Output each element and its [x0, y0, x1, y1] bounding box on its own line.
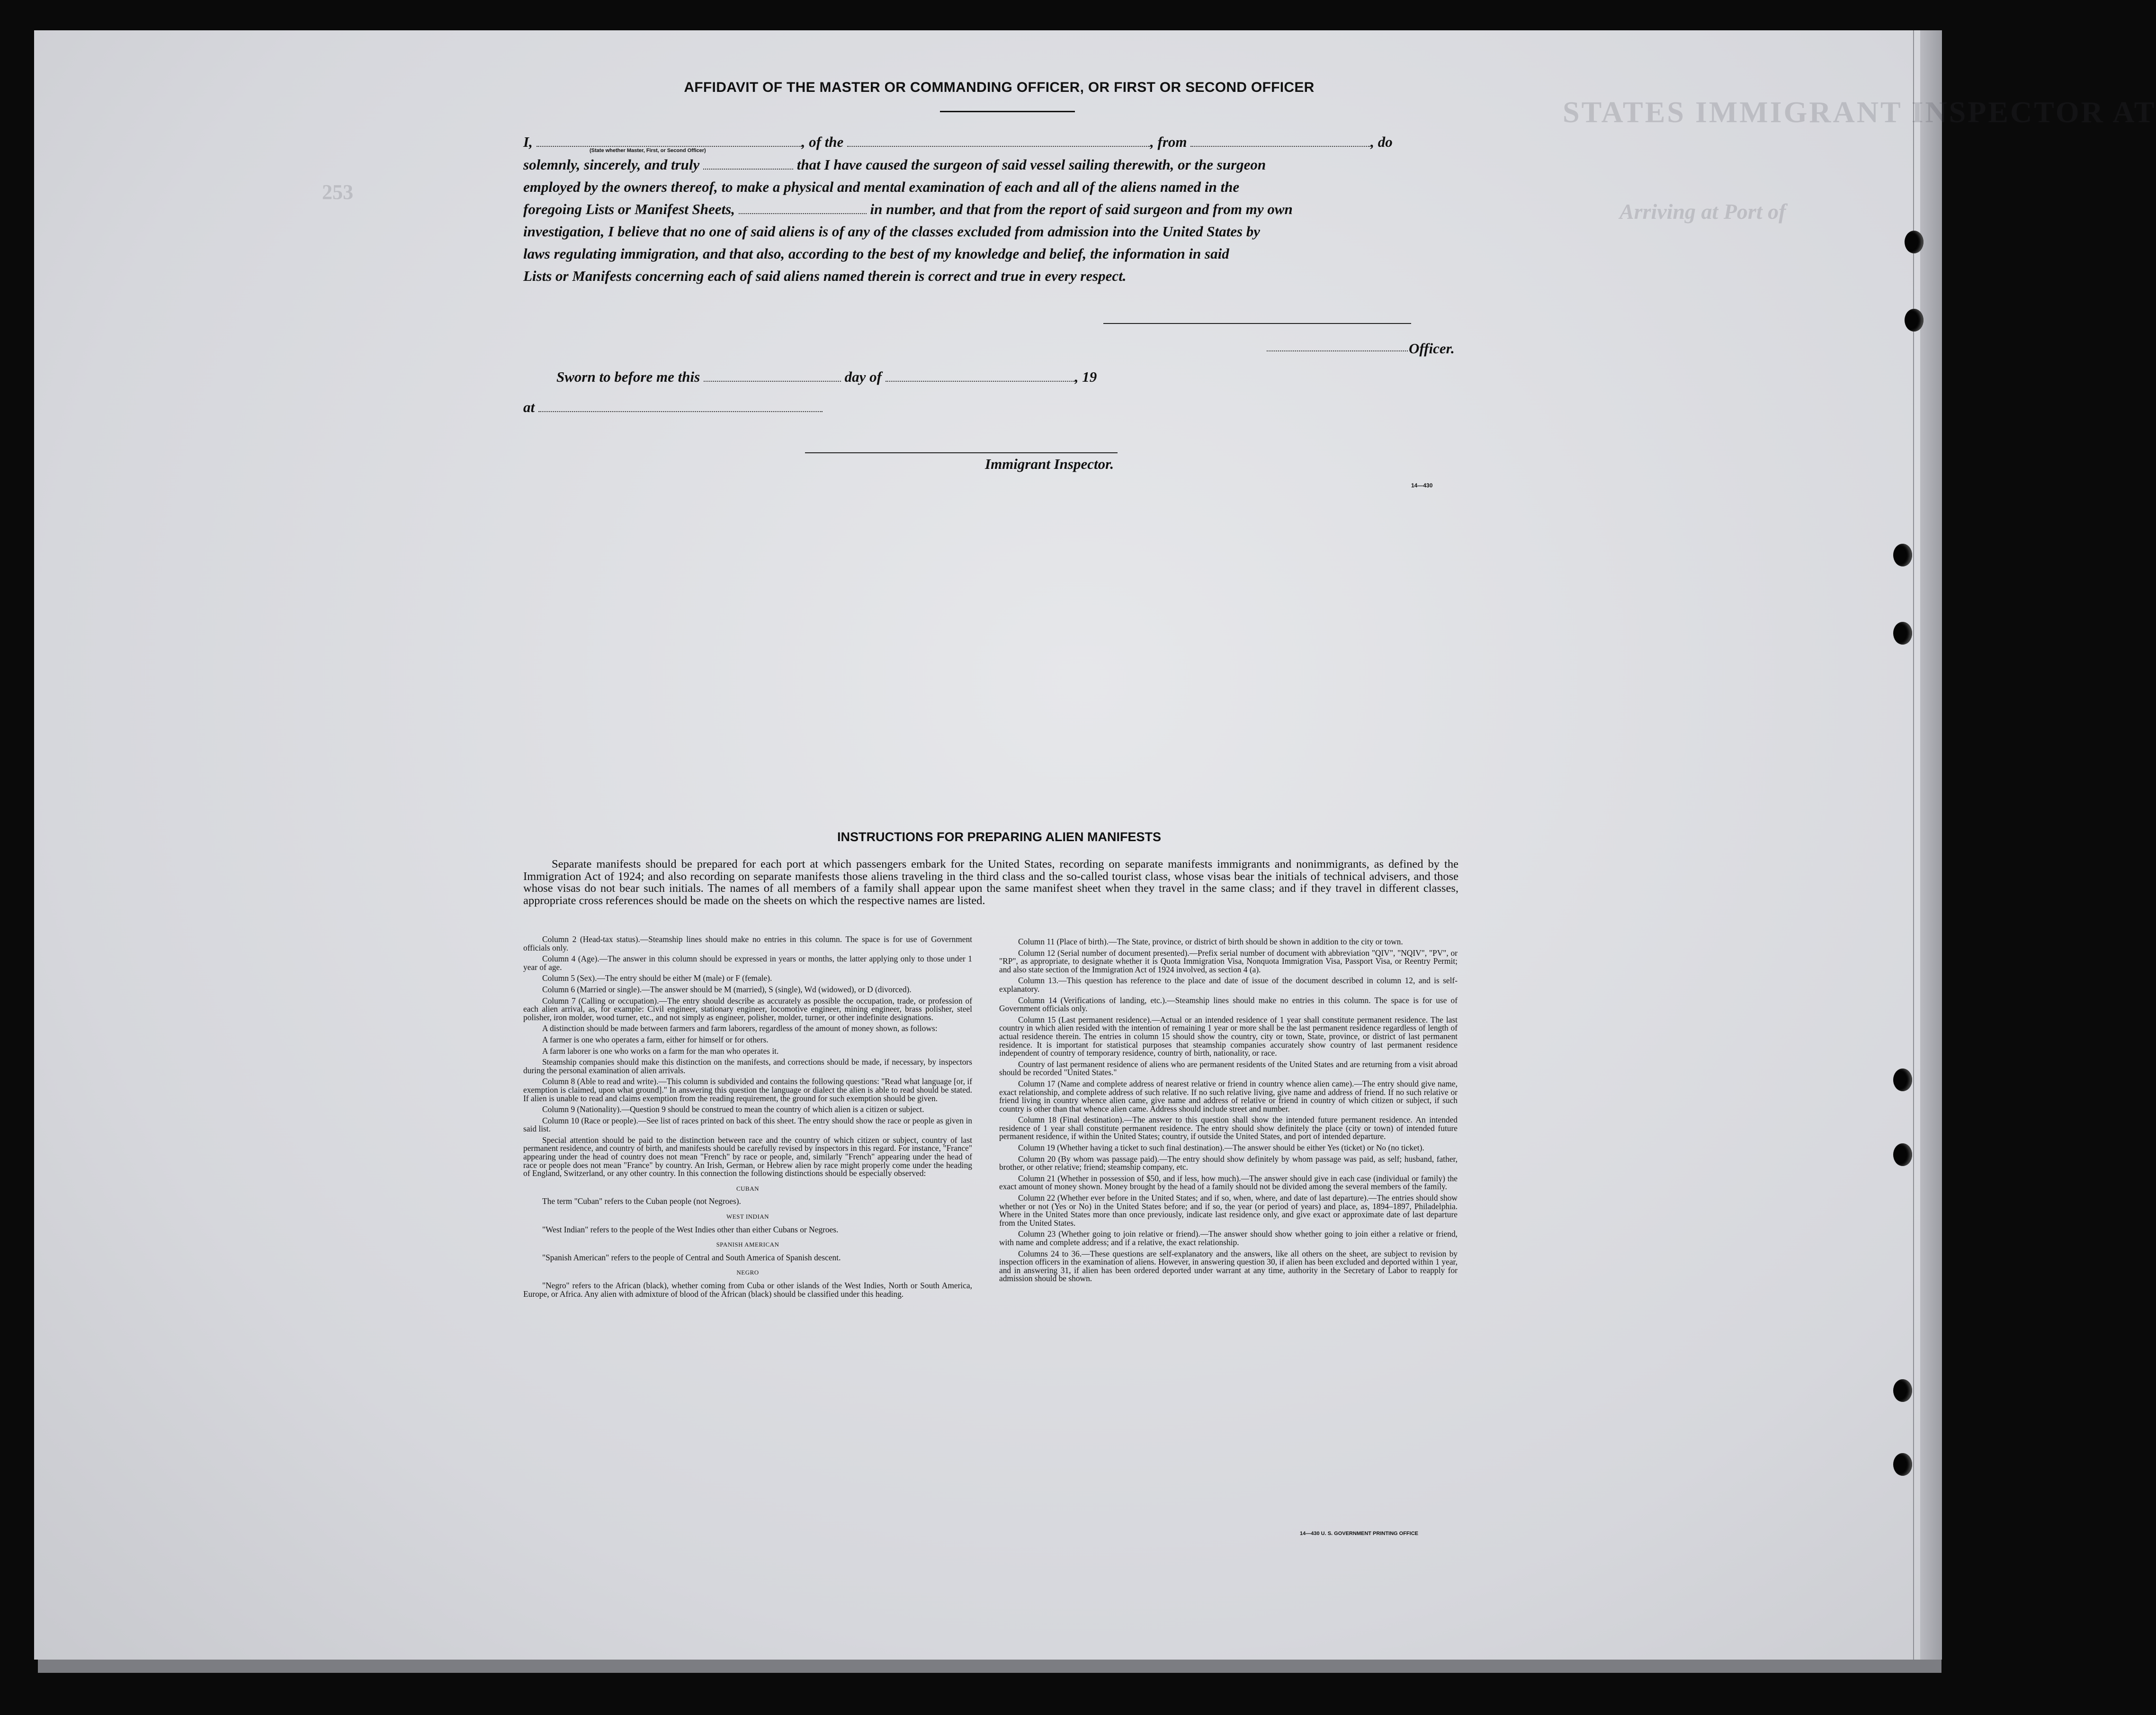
affidavit-line-4b: in number, and that from the report of said surgeon and from my own: [870, 201, 1293, 217]
left-para: Column 6 (Married or single).—The answer should be M (married), S (single), Wd (widowed), or D (divorced).: [542, 984, 912, 994]
right-para: Column 19 (Whether having a ticket to such final destination).—The answer should be either Yes (ticket) or No (no ticket).: [1018, 1143, 1424, 1153]
ghost-text-top-right: STATES IMMIGRANT INSPECTOR AT: [1563, 95, 2156, 129]
affidavit-from: , from: [1150, 134, 1187, 150]
left-para: Column 7 (Calling or occupation).—The entry should describe as accurately as possible the occupation, trade, or profession of each alien arrival, as, for example: Civil engineer, stationary engineer, locomotive engineer, mining engineer, brass polisher, steel polisher, iron molder, wood turner, etc., and not simply as engineer, polisher, molder, turner, or other indefinite designations.: [523, 996, 972, 1022]
signature-line[interactable]: [1103, 323, 1411, 324]
affidavit-of-the: , of the: [801, 134, 844, 150]
left-para: A farm laborer is one who works on a farm for the man who operates it.: [542, 1046, 779, 1056]
right-para: Column 11 (Place of birth).—The State, province, or district of birth should be shown in addition to the city or town.: [1018, 937, 1403, 946]
left-para: Column 4 (Age).—The answer in this column should be expressed in years or months, the latter applying only to those under 1 year of age.: [523, 954, 972, 972]
affidavit-line-2: [523, 156, 1470, 173]
west-indian-heading: WEST INDIAN: [726, 1213, 769, 1221]
sworn-text-a: Sworn to before me this: [556, 368, 700, 385]
west-indian-text: "West Indian" refers to the people of the West Indies other than either Cubans or Negroes.: [542, 1224, 839, 1234]
right-para: Column 23 (Whether going to join relative or friend).—The answer should show whether going to join either a relative or friend, with name and complete address; and if a relative, the exact relationship.: [999, 1229, 1458, 1247]
left-para: Special attention should be paid to the distinction between race and the country of which citizen or subject, country of last permanent residence, and country of birth, and manifests should be carefully revised by inspectors in this regard. For instance, "France" appearing under the head of country does not mean "French" by race or people, and, similarly "French" appearing under the head of race or people does not mean "France" by country. An Irish, German, or Hebrew alien by race might properly come under the heading of England, Switzerland, or any other country. In this connection the following distinctions should be especially observed:: [523, 1135, 972, 1178]
affidavit-title: AFFIDAVIT OF THE MASTER OR COMMANDING OFFICER, OR FIRST OR SECOND OFFICER: [684, 80, 1315, 95]
left-para: Column 8 (Able to read and write).—This column is subdivided and contains the following questions: "Read what language [or, if exemption is claimed, upon what ground]." In answering this question the language or dialect the alien is able to read should be stated. If alien is unable to read and claims exemption from the reading requirement, the ground for such exemption should be given.: [523, 1077, 972, 1103]
left-para: Column 9 (Nationality).—Question 9 should be construed to mean the country of which alien is a citizen or subject.: [542, 1104, 924, 1114]
affidavit-line-2b: that I have caused the surgeon of said vessel sailing therewith, or the surgeon: [796, 156, 1266, 173]
left-para: Column 2 (Head-tax status).—Steamship lines should make no entries in this column. The space is for use of Government officials only.: [523, 934, 972, 952]
inspector-label: Immigrant Inspector.: [985, 456, 1114, 472]
oath-blank[interactable]: [703, 157, 793, 170]
sworn-line: [556, 368, 1503, 386]
right-para: Column 14 (Verifications of landing, etc.).—Steamship lines should make no entries in this column. The space is for use of Government officials only.: [999, 995, 1458, 1014]
port-blank[interactable]: [1190, 135, 1370, 147]
at-line: [523, 399, 1470, 416]
negro-heading: NEGRO: [736, 1269, 759, 1276]
right-para: Column 17 (Name and complete address of nearest relative or friend in country whence alien came).—The entry should give name, exact relationship, and complete address of such relative. If no such relative living, give name and address of friend. If no such relative or friend living in country whence alien came, give name and address of relative or friend in country of which citizen or subject, if such country is other than that whence alien came. Address should include street and number.: [999, 1078, 1458, 1113]
spanish-american-heading: SPANISH AMERICAN: [716, 1241, 779, 1248]
at-place-blank[interactable]: [538, 400, 823, 412]
instructions-title: INSTRUCTIONS FOR PREPARING ALIEN MANIFESTS: [837, 830, 1162, 844]
officer-label: Officer.: [1409, 340, 1455, 357]
officer-rank-note: (State whether Master, First, or Second Officer): [590, 148, 706, 153]
punch-hole: [1905, 309, 1923, 332]
officer-signature-line[interactable]: [1267, 350, 1408, 351]
right-para: Country of last permanent residence of aliens who are permanent residents of the United States and are returning from a visit abroad should be recorded "United States.": [999, 1059, 1458, 1077]
at-label: at: [523, 399, 535, 415]
right-para: Column 18 (Final destination).—The answer to this question shall show the intended future permanent residence. An intended residence of 1 year shall constitute permanent residence. The entry should show definitely the place (city or town) of intended future permanent residence, if within the United States; country, if outside the United States, and port of intended departure.: [999, 1115, 1458, 1141]
right-para: Column 20 (By whom was passage paid).—The entry should show definitely by whom passage was paid, as self; husband, father, brother, or other relative; friend; steamship company, etc.: [999, 1154, 1458, 1172]
sworn-text-b: day of: [844, 368, 882, 385]
punch-hole: [1893, 1069, 1912, 1091]
right-para: Column 15 (Last permanent residence).—Actual or an intended residence of 1 year shall constitute permanent residence. The last country in which alien resided with the intention of remaining 1 year or more shall be the last permanent residence regardless of length of actual residence therein. The entries in column 15 should show the country, city or town, State, province, or district of last permanent residence. It is important for statistical purposes that steamship companies accurately show country of last permanent residence independent of country of temporary residence, country of birth, nationality, or race.: [999, 1015, 1458, 1058]
right-para: Column 21 (Whether in possession of $50, and if less, how much).—The answer should give in each case (individual or family) the exact amount of money shown. Money brought by the head of a family should not be divided among the several members of the family.: [999, 1173, 1458, 1192]
negro-text: "Negro" refers to the African (black), whether coming from Cuba or other islands of the West Indies, North or South America, Europe, or Africa. Any alien with admixture of blood of the African (black) should be classified under this heading.: [523, 1281, 972, 1299]
left-para: A farmer is one who operates a farm, either for himself or for others.: [542, 1034, 769, 1044]
affidavit-line-2a: solemnly, sincerely, and truly: [523, 156, 700, 173]
punch-hole: [1893, 544, 1912, 566]
left-para: Column 10 (Race or people).—See list of races printed on back of this sheet. The entry should show the race or people as given in said list.: [523, 1115, 972, 1134]
spanish-american-text: "Spanish American" refers to the people of Central and South America of Spanish descent.: [542, 1252, 841, 1262]
sworn-text-c: , 19: [1074, 368, 1097, 385]
sworn-month-blank[interactable]: [886, 369, 1075, 382]
right-para: Column 22 (Whether ever before in the United States; and if so, when, where, and date of last departure).—The entries should show whether or not (Yes or No) in the United States before; and if so, the year (or period of years) and place, as, 1894–1897, Philadelphia. Where in the United States more than once previously, indicate last residence only, and give exact or approximate date of last departure from the United States.: [999, 1193, 1458, 1228]
printing-office-note: 14—430 U. S. GOVERNMENT PRINTING OFFICE: [1300, 1531, 1418, 1536]
affidavit-line-3: employed by the owners thereof, to make a physical and mental examination of each and all of the aliens named in the: [523, 179, 1240, 195]
form-number-top: 14—430: [1411, 482, 1433, 489]
affidavit-line-6: laws regulating immigration, and that also, according to the best of my knowledge and belief, the information in said: [523, 245, 1229, 262]
punch-hole: [1905, 231, 1923, 253]
punch-hole: [1893, 1453, 1912, 1476]
affidavit-do: , do: [1370, 134, 1393, 150]
left-para: Steamship companies should make this distinction on the manifests, and corrections should be made, if necessary, by inspectors during the personal examination of alien arrivals.: [523, 1057, 972, 1075]
affidavit-i: I,: [523, 134, 533, 150]
scan-bottom-strip: [38, 1660, 1941, 1673]
right-para: Columns 24 to 36.—These questions are self-explanatory and the answers, like all others on the sheet, are subject to revision by inspection officers in the examination of aliens. However, in answering question 30, if alien has been excluded and deported within 1 year, and in answering 31, if alien has been ordered deported under warrant at any time, authority in the Secretary of Labor to reapply for admission should be shown.: [999, 1248, 1458, 1284]
punch-hole: [1893, 1143, 1912, 1166]
instructions-right-column: [999, 938, 1458, 1286]
affidavit-line-5: investigation, I believe that no one of said aliens is of any of the classes excluded from admission into the United States by: [523, 223, 1261, 240]
vessel-blank[interactable]: [847, 135, 1150, 147]
sheet-edge: [1920, 30, 1942, 1660]
sheet-fold: [1913, 30, 1914, 1660]
punch-hole: [1893, 622, 1912, 645]
ghost-text-arriving: Arriving at Port of: [1619, 199, 1786, 224]
sheets-count-blank[interactable]: [739, 202, 867, 214]
affidavit-line-4a: foregoing Lists or Manifest Sheets,: [523, 201, 735, 217]
ghost-text-number: 253: [322, 180, 353, 204]
sworn-day-blank[interactable]: [704, 369, 841, 382]
left-para: Column 5 (Sex).—The entry should be either M (male) or F (female).: [542, 973, 772, 983]
affidavit-line-7: Lists or Manifests concerning each of said aliens named therein is correct and true in every respect.: [523, 268, 1127, 284]
right-para: Column 13.—This question has reference to the place and date of issue of the document described in column 12, and is self-explanatory.: [999, 976, 1458, 994]
instructions-left-column: [523, 935, 972, 1301]
right-para: Column 12 (Serial number of document presented).—Prefix serial number of document with abbreviation "QIV", "NQIV", "PV", or "RP", as appropriate, to designate whether it is Quota Immigration Visa, Nonquota Immigration Visa, Passport Visa, or Reentry Permit; and also state section of the Immigration Act of 1924 involved, as section 4 (a).: [999, 948, 1458, 974]
inspector-signature-line[interactable]: [805, 452, 1118, 453]
affidavit-line-4: [523, 201, 1470, 218]
name-blank[interactable]: [537, 135, 802, 147]
title-underline: [940, 111, 1075, 112]
instructions-intro: Separate manifests should be prepared for each port at which passengers embark for the United States, recording on separate manifests immigrants and nonimmigrants, as defined by the Immigration Act of 1924; and also recording on separate manifests those aliens traveling in the third class and the so-called tourist class, whose visas bear the initials of technical advisers, and those whose visas do not bear such initials. The names of all members of a family shall appear upon the same manifest sheet when they travel in the same class; and if they travel in different classes, appropriate cross references should be made on the sheets on which the respective names are listed.: [523, 858, 1458, 907]
cuban-heading: CUBAN: [736, 1185, 759, 1192]
left-para: A distinction should be made between farmers and farm laborers, regardless of the amount of money shown, as follows:: [542, 1024, 938, 1033]
cuban-text: The term "Cuban" refers to the Cuban people (not Negroes).: [542, 1196, 741, 1206]
punch-hole: [1893, 1379, 1912, 1402]
